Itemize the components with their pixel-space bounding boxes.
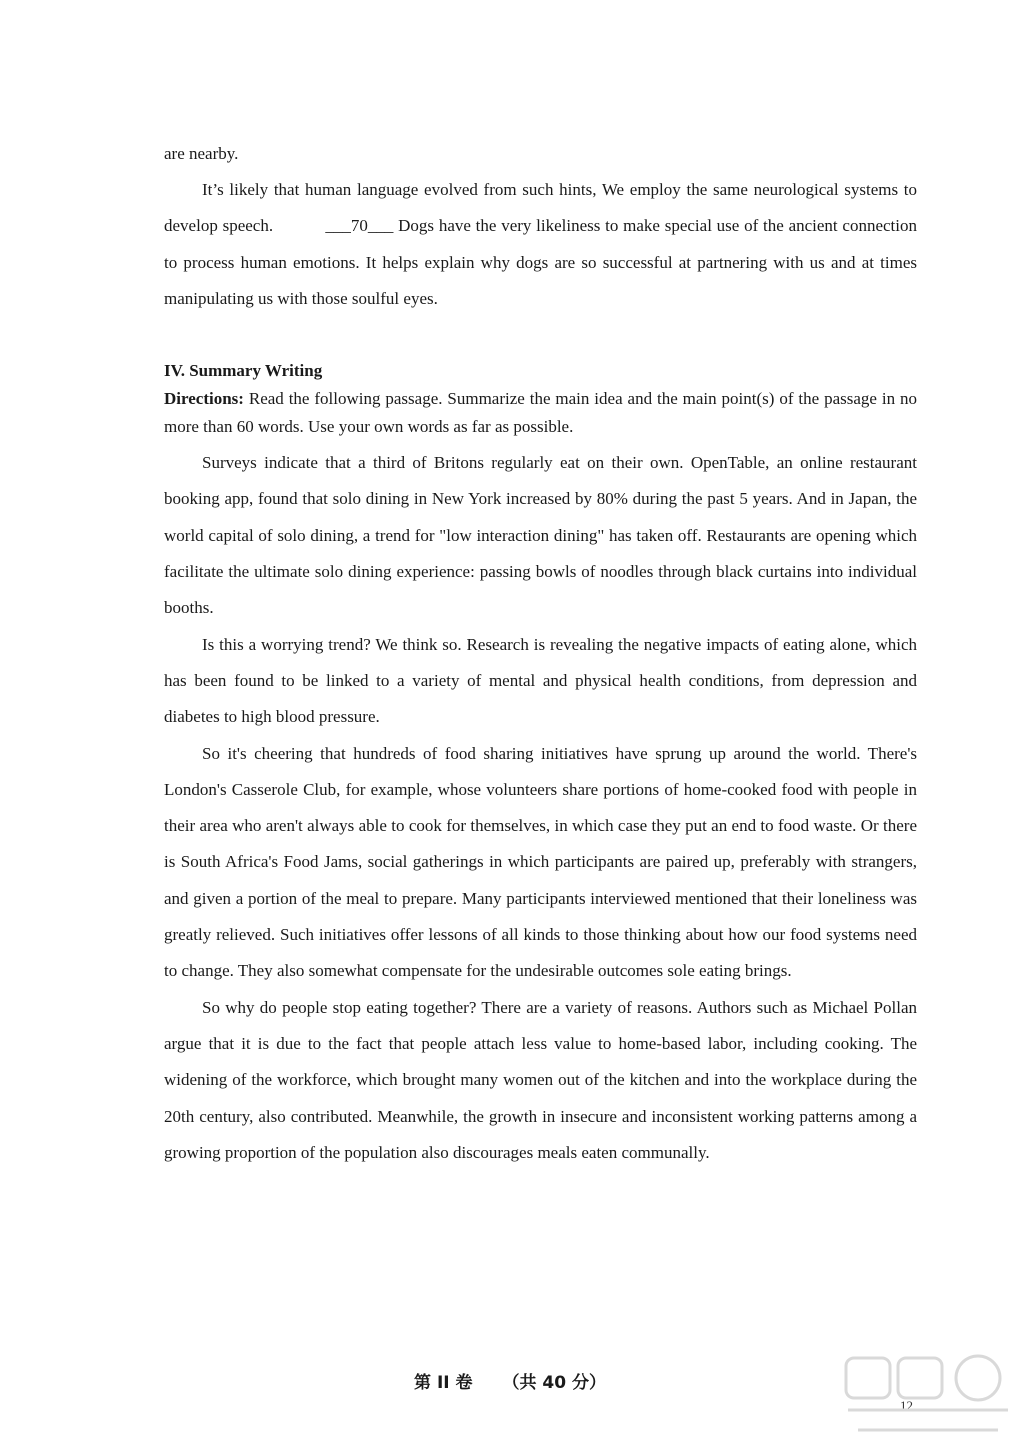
paragraph-continuation: are nearby. <box>164 144 239 163</box>
paragraph-language-evolution <box>164 172 917 317</box>
footer-score: （共 40 分） <box>502 1373 606 1393</box>
footer-volume: 第 II 卷 <box>414 1373 473 1393</box>
passage-paragraph: Surveys indicate that a third of Britons regularly eat on their own. OpenTable, an online restaurant booking app, found that solo dining in New York increased by 80% during the past 5 years. And in Japan, the world capital of solo dining, a trend for "low interaction dining" has taken off. Restaurants are opening which facilitate the ultimate solo dining experience: passing bowls of noodles through black curtains into individual booths. <box>164 453 917 618</box>
section-heading: IV. Summary Writing <box>164 361 323 381</box>
page-number: 12 <box>900 1398 913 1413</box>
watermark-logo-icon <box>838 1350 1018 1440</box>
directions-label: Directions: <box>164 389 244 409</box>
passage-paragraph: So it's cheering that hundreds of food sharing initiatives have sprung up around the world. There's London's Casserole Club, for example, whose volunteers share portions of home-cooked food with people in their area who aren't always able to cook for themselves, in which case they put an end to food waste. Or there is South Africa's Food Jams, social gatherings in which participants are paired up, preferably with strangers, and given a portion of the meal to prepare. Many participants interviewed mentioned that their loneliness was greatly relieved. Such initiatives offer lessons of all kinds to those thinking about how our food systems need to change. They also somewhat compensate for the undesirable outcomes sole eating brings. <box>164 743 917 981</box>
passage-paragraph: Is this a worrying trend? We think so. Research is revealing the negative impacts of eating alone, which has been found to be linked to a variety of mental and physical health conditions, from depression and diabetes to high blood pressure. <box>164 634 917 727</box>
directions <box>164 385 917 441</box>
paragraph-text: It’s likely that human language evolved from such hints, We employ the same neurological systems to develop speech. <box>164 180 917 236</box>
paragraph-text: Dogs have the very likeliness to make special use of the ancient connection to process human emotions. It helps explain why dogs are so successful at partnering with us and at times manipulating us with those soulful eyes. <box>164 216 917 308</box>
answer-blank-70: ___70___ <box>325 216 394 236</box>
directions-text: Read the following passage. Summarize the main idea and the main point(s) of the passage in no more than 60 words. Use your own words as far as possible. <box>164 389 917 437</box>
passage-paragraph: So why do people stop eating together? There are a variety of reasons. Authors such as Michael Pollan argue that it is due to the fact that people attach less value to home-based labor, including cooking. The widening of the workforce, which brought many women out of the kitchen and into the workplace during the 20th century, also contributed. Meanwhile, the growth in insecure and inconsistent working patterns among a growing proportion of the population also discourages meals eaten communally. <box>164 997 917 1162</box>
page-content <box>164 136 917 1171</box>
